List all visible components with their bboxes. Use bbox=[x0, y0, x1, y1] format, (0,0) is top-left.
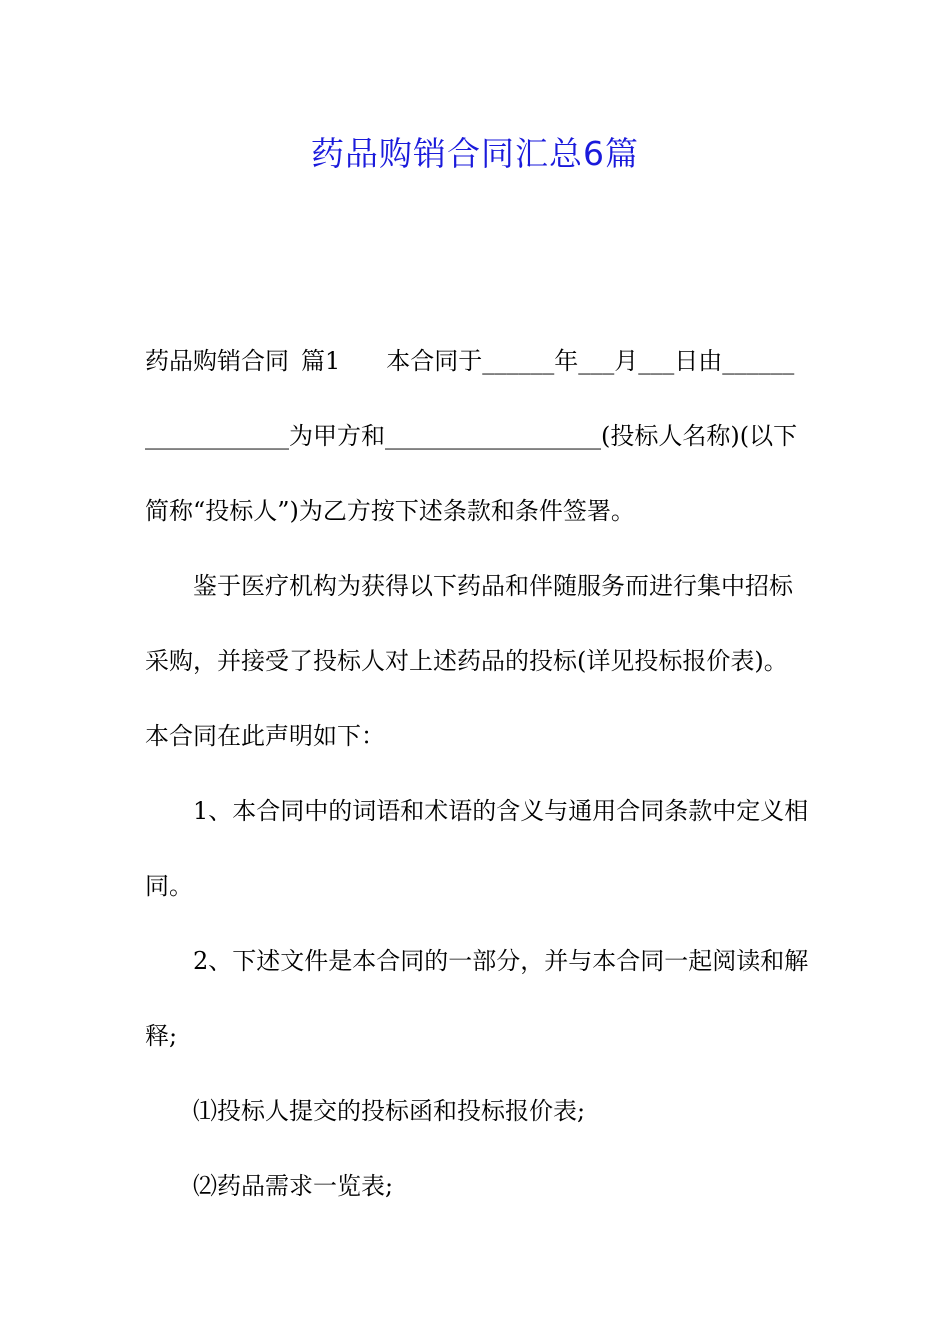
paragraph-line: 简称“投标人”)为乙方按下述条款和条件签署。 bbox=[145, 497, 635, 525]
list-item: ⑵药品需求一览表; bbox=[193, 1172, 394, 1200]
section-label: 篇1 bbox=[301, 347, 341, 375]
contract-heading: 药品购销合同 bbox=[145, 347, 289, 375]
document-title: 药品购销合同汇总6篇 bbox=[311, 134, 639, 173]
paragraph-line: 采购，并接受了投标人对上述药品的投标(详见投标报价表)。 bbox=[145, 647, 788, 675]
paragraph-line: ____________为甲方和__________________(投标人名称)(以下 bbox=[145, 422, 798, 450]
clause-2-line: 2、下述文件是本合同的一部分，并与本合同一起阅读和解 bbox=[193, 947, 809, 975]
paragraph-line: 本合同在此声明如下： bbox=[145, 722, 385, 750]
contract-date-text: 本合同于______年___月___日由______ bbox=[386, 347, 795, 375]
contract-intro-line bbox=[145, 346, 810, 376]
paragraph-line: 鉴于医疗机构为获得以下药品和伴随服务而进行集中招标 bbox=[193, 572, 793, 600]
paragraph-line: 释; bbox=[145, 1022, 178, 1050]
paragraph-line: 同。 bbox=[145, 872, 193, 900]
list-item: ⑴投标人提交的投标函和投标报价表; bbox=[193, 1097, 586, 1125]
clause-1-line: 1、本合同中的词语和术语的含义与通用合同条款中定义相 bbox=[193, 797, 809, 825]
